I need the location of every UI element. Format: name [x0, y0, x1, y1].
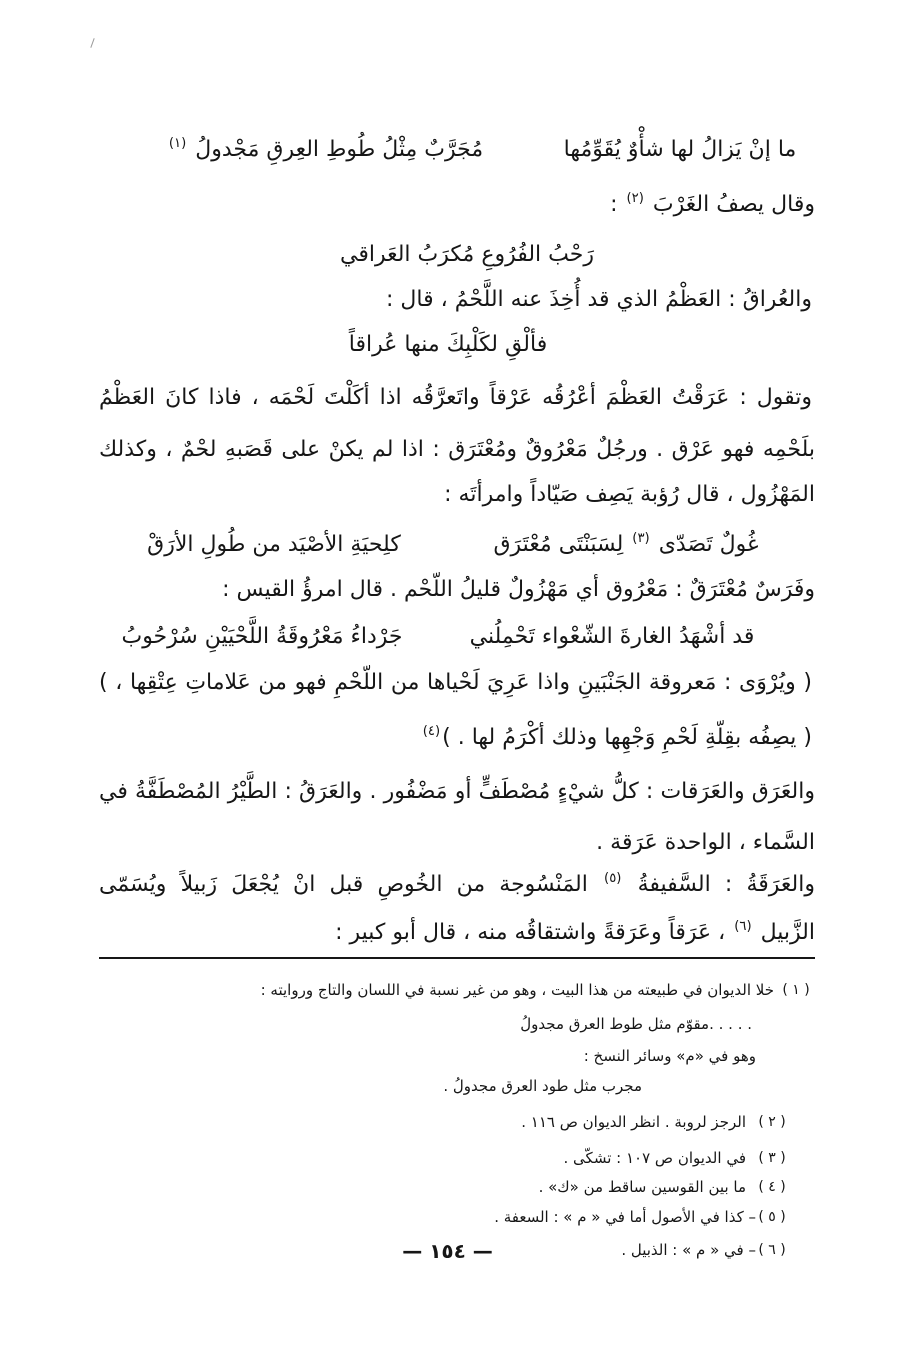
footnote-1-line-1: خلا الديوان في طبيعته من هذا البيت ، وهو من غير نسبة في اللسان والتاج وروايته : — [260, 981, 774, 999]
verse-1-first-hemistich: ما إنْ يَزالُ لها شأْوٌ يُقَوِّمُها — [563, 137, 797, 162]
scan-speck — [90, 38, 94, 48]
footnote-1-line-2: . . . . .مقوّم مثل طوط العرق مجدولُ — [520, 1015, 752, 1033]
footnote-ref-1: (١) — [168, 136, 187, 152]
footnote-ref-5: (٥) — [604, 871, 622, 887]
text-line-10: وفَرَسٌ مُعْتَرَقٌ : مَعْرُوق أي مَهْزُولٌ قليلُ اللّحْم . قال امرؤُ القيس : — [222, 577, 815, 602]
verse-5-first-hemistich: قد أشْهَدُ الغارةَ الشّعْواء تَحْمِلُني — [469, 624, 755, 649]
text-line-17-end: ، عَرَقاً وعَرَقةً واشتقاقُه منه ، قال أبو كبير : — [335, 920, 726, 945]
text-line-13-text: ( يصِفُه بقِلّةِ لَحْمِ وَجْهِها وذلك أكْرَمُ لها . ) — [442, 725, 812, 750]
text-line-6: وتقول : عَرَقْتُ العَظْمَ أعْرُقُه عَرْقاً واتَعرَّقُه اذا أكَلْتَ لَحْمَه ، فاذا كانَ العَظْمُ — [99, 385, 812, 410]
footnote-ref-2: (٢) — [626, 191, 644, 207]
text-line-7: بلَحْمِه فهو عَرْق . ورجُلٌ مَعْرُوقٌ ومُعْتَرَق : اذا لم يكنْ على قَصَبهِ لحْمٌ ، وكذلك — [99, 437, 815, 462]
text-line-16 — [99, 865, 815, 905]
text-line-2-text: وقال يصفُ الغَرْبَ — [652, 192, 815, 217]
verse-5-second-hemistich: جَرْداءُ مَعْرُوقَةُ اللَّحْيَيْنِ سُرْحُوبُ — [121, 624, 403, 649]
verse-2: رَحْبُ الفُرُوعِ مُكرَبُ العَراقي — [340, 242, 594, 267]
text-line-2-colon: : — [610, 192, 618, 217]
text-line-8: المَهْزُول ، قال رُؤبة يَصِف صَيّاداً وامرأتَه : — [444, 482, 815, 507]
footnote-2-line-1: الرجز لروبة . انظر الديوان ص ١١٦ . — [521, 1113, 746, 1131]
footnote-separator — [99, 957, 815, 959]
text-line-13 — [99, 718, 812, 758]
verse-3: فألْقِ لكَلْبِكَ منها عُراقاً — [348, 332, 548, 357]
text-line-4: والعُراقُ : العَظْمُ الذي قد أُخِذَ عنه اللَّحْمُ ، قال : — [386, 287, 812, 312]
verse-4-second-hemistich: كلِحيَةِ الأصْيَد من طُولِ الأرَقْ — [147, 532, 401, 557]
text-line-16-end: المَنْسُوجة من الخُوصِ قبل انْ يُجْعَلَ زَبيلاً ويُسَمّى — [99, 872, 588, 897]
verse-4-first-hemistich — [446, 525, 806, 565]
footnote-2-number: ( ٢ ) — [758, 1114, 786, 1130]
footnote-5-line-1: – كذا في الأصول أما في « م » : السعفة . — [494, 1208, 756, 1226]
footnote-6-number: ( ٦ ) — [758, 1242, 786, 1258]
text-line-12: ( ويُرْوَى : مَعروقة الجَنْبَينِ واذا عَرِيَ لَحْياها من اللّحْمِ فهو من عَلاماتِ عِتْقِها ، ) — [99, 670, 812, 695]
footnote-ref-4: (٤) — [422, 724, 441, 740]
text-line-17 — [99, 913, 815, 953]
footnote-4-line-1: ما بين القوسين ساقط من «ك» . — [538, 1178, 746, 1196]
footnote-3-line-1: في الديوان ص ١٠٧ : تشكّى . — [563, 1149, 746, 1167]
footnote-ref-3: (٣) — [632, 531, 650, 547]
text-line-2 — [99, 185, 815, 225]
verse-1-second-hemistich-text: مُجَرَّبٌ مِثْلُ طُوطِ العِرقِ مَجْدولُ — [195, 137, 484, 162]
footnote-1-line-4: مجرب مثل طود العرق مجدولُ . — [443, 1077, 642, 1095]
text-line-14: والعَرَق والعَرَقات : كلُّ شيْءٍ مُصْطَفٍّ أو مَضْفُور . والعَرَقُ : الطَّيْرُ المُصْطَفَّةُ في — [99, 779, 815, 804]
footnote-1-number: ( ١ ) — [782, 982, 810, 998]
footnote-1-line-3: وهو في «م» وسائر النسخ : — [583, 1047, 756, 1065]
footnote-3-number: ( ٣ ) — [758, 1150, 786, 1166]
footnote-5-number: ( ٥ ) — [758, 1209, 786, 1225]
verse-4-first-hemistich-start: غُولٌ تَصَدّى — [658, 532, 759, 557]
text-line-17-start: الزَّبيل — [760, 920, 815, 945]
page-number: — ١٥٤ — — [402, 1239, 493, 1263]
footnote-ref-6: (٦) — [734, 919, 752, 935]
text-line-15: السَّماء ، الواحدة عَرَقة . — [596, 830, 815, 855]
verse-1-second-hemistich — [155, 130, 495, 170]
verse-4-first-hemistich-end: لِسَبَنْتَى مُعْتَرَق — [493, 532, 624, 557]
text-line-16-start: والعَرَقَةُ : السَّفيفةُ — [637, 872, 815, 897]
footnote-4-number: ( ٤ ) — [758, 1179, 786, 1195]
footnote-6-line-1: – في « م » : الذبيل . — [621, 1241, 756, 1259]
